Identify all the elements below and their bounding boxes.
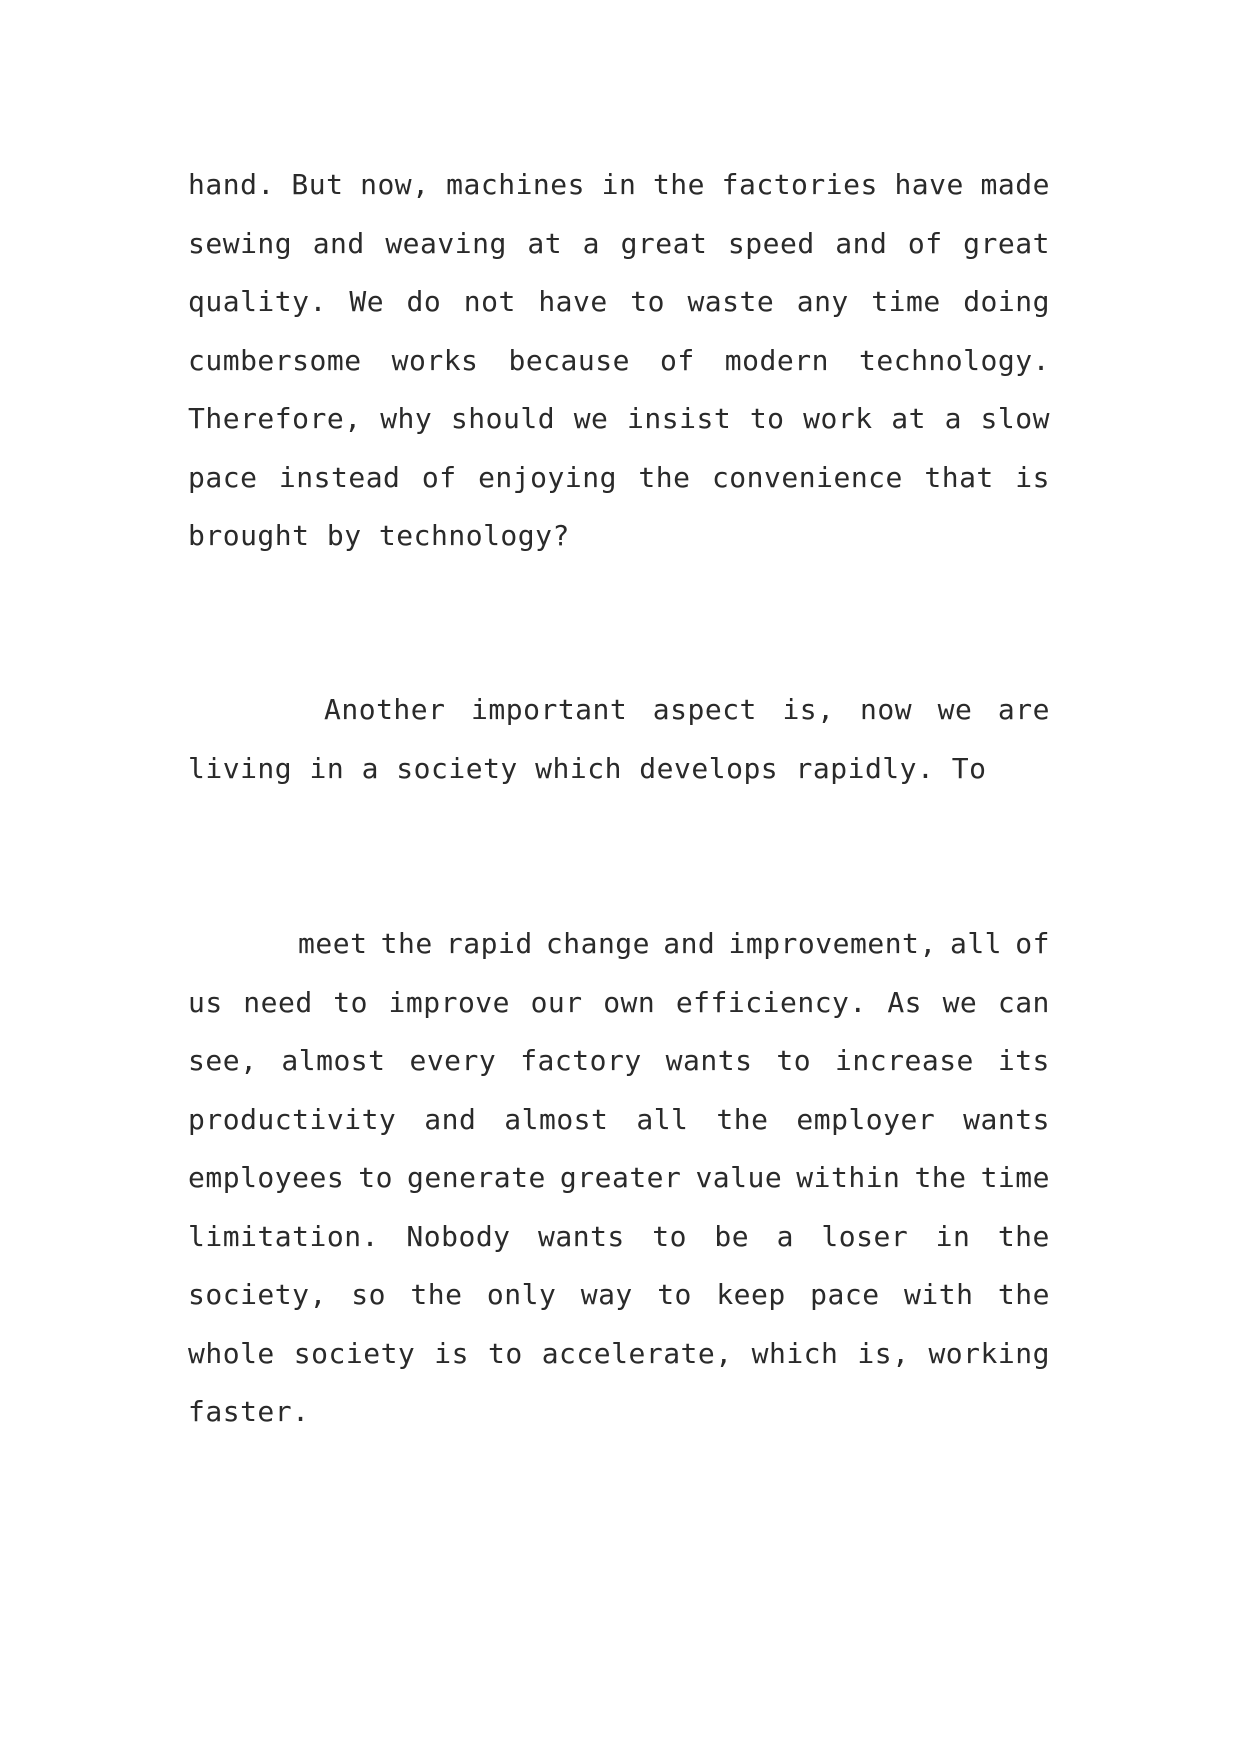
word: to — [749, 402, 785, 435]
word: Another — [324, 693, 446, 726]
text-line — [188, 215, 1050, 274]
word: wants — [538, 1219, 625, 1253]
word: of — [421, 460, 457, 494]
word: to — [652, 1219, 687, 1253]
word: great — [620, 226, 708, 260]
paragraph-3 — [188, 915, 1050, 1442]
word: Therefore, — [188, 402, 362, 435]
word: of — [1015, 927, 1050, 960]
word: generate — [407, 1161, 546, 1194]
word: aspect — [652, 693, 757, 726]
word: employees — [188, 1161, 345, 1194]
word: every — [409, 1044, 497, 1077]
word: the — [380, 927, 433, 960]
word: be — [714, 1219, 750, 1253]
paragraph-1 — [188, 156, 1050, 566]
word: its — [997, 1044, 1050, 1077]
word: pace — [810, 1278, 880, 1311]
word: important — [471, 693, 628, 726]
word: is — [1015, 460, 1050, 494]
word: the — [997, 1278, 1050, 1311]
word: change — [545, 927, 651, 960]
word: time — [980, 1161, 1050, 1194]
word: time — [871, 285, 941, 318]
word: the — [652, 168, 706, 201]
word: works — [391, 343, 479, 377]
word: enjoying — [478, 460, 617, 494]
word: value — [695, 1161, 783, 1194]
word: at — [891, 402, 926, 435]
text-line — [188, 915, 1050, 974]
word: because — [508, 343, 630, 377]
word: is, — [857, 1336, 910, 1370]
word: and — [663, 927, 716, 960]
word: any — [796, 285, 849, 318]
word: we — [573, 402, 609, 435]
word: employer — [796, 1102, 936, 1136]
word: can — [997, 985, 1050, 1019]
word: sewing — [188, 226, 293, 260]
word: cumbersome — [188, 343, 362, 377]
word: factory — [520, 1044, 642, 1077]
text-line — [188, 449, 1050, 508]
word: our — [530, 985, 583, 1019]
word: way — [580, 1278, 633, 1311]
word: have — [538, 285, 608, 318]
word: and — [312, 226, 365, 260]
word: why — [380, 402, 433, 435]
word: society, — [188, 1278, 327, 1311]
text-line — [188, 1266, 1050, 1325]
word: almost — [504, 1102, 609, 1136]
word: quality. — [188, 285, 327, 318]
word: and — [424, 1102, 477, 1136]
word: are — [997, 693, 1050, 726]
word: of — [907, 226, 943, 260]
word: to — [487, 1336, 523, 1370]
word: the — [410, 1278, 463, 1311]
word: machines — [446, 168, 585, 201]
word: to — [630, 285, 665, 318]
word: all — [636, 1102, 689, 1136]
word: improvement, — [728, 927, 937, 960]
word: made — [980, 168, 1050, 201]
text-line — [188, 1149, 1050, 1208]
word: productivity — [188, 1102, 397, 1136]
word: a — [776, 1219, 794, 1253]
word: doing — [963, 285, 1050, 318]
word: only — [486, 1278, 557, 1311]
text-line — [188, 390, 1050, 449]
text-line — [188, 156, 1050, 215]
word: at — [527, 226, 563, 260]
word: waste — [687, 285, 775, 318]
text-line — [188, 974, 1050, 1033]
word: technology. — [859, 343, 1050, 377]
word: with — [904, 1278, 974, 1311]
word: instead — [278, 460, 401, 494]
word: improve — [388, 985, 511, 1019]
word: us — [188, 985, 223, 1019]
word: increase — [835, 1044, 974, 1077]
text-line: living in a society which develops rapidly. To — [188, 751, 987, 785]
word: we — [937, 693, 973, 726]
word: great — [963, 226, 1050, 260]
word: wants — [963, 1102, 1050, 1136]
word: working — [928, 1336, 1050, 1370]
word: and — [835, 226, 888, 260]
word: is — [434, 1336, 469, 1370]
paragraph-2 — [188, 681, 1050, 798]
word: keep — [716, 1278, 786, 1311]
word: we — [942, 985, 978, 1019]
word: convenience — [711, 460, 903, 494]
word: do — [406, 285, 442, 318]
word: to — [657, 1278, 692, 1311]
word: greater — [559, 1161, 682, 1194]
word: efficiency. — [675, 985, 867, 1019]
word: see, — [188, 1044, 258, 1077]
word: the — [997, 1219, 1050, 1253]
word: need — [243, 985, 313, 1019]
word: the — [716, 1102, 769, 1136]
word: accelerate, — [541, 1336, 733, 1370]
text-line — [188, 1091, 1050, 1150]
word: whole — [188, 1336, 275, 1370]
word: As — [887, 985, 923, 1019]
word: pace — [188, 460, 258, 494]
text-line — [188, 332, 1050, 391]
word: in — [935, 1219, 971, 1253]
word: to — [776, 1044, 812, 1077]
word: a — [582, 226, 601, 260]
word: all — [949, 927, 1003, 960]
word: is, — [782, 693, 835, 726]
word: slow — [980, 402, 1050, 435]
word: own — [603, 985, 656, 1019]
word: modern — [724, 343, 829, 377]
word: of — [660, 343, 695, 377]
word: should — [450, 402, 556, 435]
word: to — [333, 985, 368, 1019]
word: so — [351, 1278, 386, 1311]
word: weaving — [385, 226, 507, 260]
text-line — [188, 1325, 1050, 1384]
word: which — [751, 1336, 839, 1370]
word: society — [293, 1336, 416, 1370]
word: almost — [281, 1044, 386, 1077]
word: speed — [727, 226, 815, 260]
word: that — [924, 460, 994, 494]
word: the — [914, 1161, 967, 1194]
word: factories — [721, 168, 878, 201]
word: a — [944, 402, 962, 435]
word: now — [860, 693, 913, 726]
word: work — [803, 402, 873, 435]
word: hand. — [188, 168, 275, 201]
word: loser — [821, 1219, 909, 1253]
word: within — [796, 1161, 901, 1194]
word: in — [601, 168, 637, 201]
text-line — [188, 273, 1050, 332]
word: We — [349, 285, 385, 318]
word: to — [358, 1161, 393, 1194]
word: the — [638, 460, 691, 494]
text-line — [188, 1208, 1050, 1267]
word: rapid — [445, 927, 533, 960]
word: insist — [627, 402, 732, 435]
word: now, — [360, 168, 430, 201]
word: have — [894, 168, 964, 201]
word: But — [291, 168, 344, 201]
word: wants — [665, 1044, 753, 1077]
word: limitation. — [188, 1219, 379, 1253]
text-line — [188, 681, 1050, 740]
text-line — [188, 1032, 1050, 1091]
word: meet — [298, 927, 368, 960]
text-line: faster. — [188, 1395, 310, 1428]
word: not — [463, 285, 516, 318]
text-line: brought by technology? — [188, 519, 570, 552]
word: Nobody — [406, 1219, 511, 1253]
